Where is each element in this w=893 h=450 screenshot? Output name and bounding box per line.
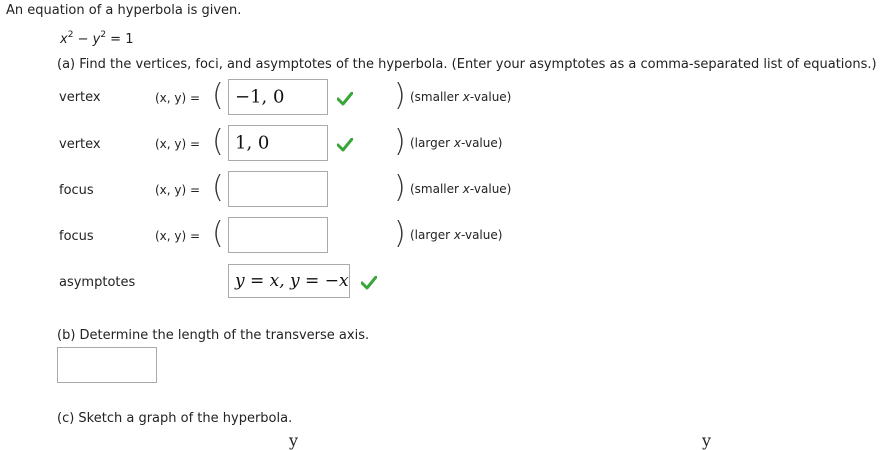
right-paren-2: ) (394, 124, 406, 159)
graph-1-y-label: y (289, 431, 299, 450)
row-note-4: (larger x-value) (410, 228, 503, 242)
eq-y: y (92, 32, 101, 47)
eq-x: x (60, 32, 68, 47)
focus-2-input[interactable] (228, 217, 328, 253)
check-icon (337, 138, 353, 152)
vertex-1-value: −1, 0 (235, 86, 285, 108)
intro-text: An equation of a hyperbola is given. (6, 3, 242, 18)
part-c-prompt: (c) Sketch a graph of the hyperbola. (57, 411, 293, 426)
eq-exp-1: 2 (67, 30, 74, 40)
part-a-prompt: (a) Find the vertices, foci, and asymptotes of the hyperbola. (Enter your asymptotes as a comma-separated list of equations.) (57, 57, 877, 72)
graph-2-y-label: y (702, 431, 712, 450)
left-paren-1: ( (212, 78, 224, 113)
right-paren-4: ) (394, 216, 406, 251)
row-label-focus-2: focus (59, 229, 94, 244)
row-note-3: (smaller x-value) (410, 182, 512, 196)
eq-rest: = 1 (106, 32, 134, 47)
row-label-focus-1: focus (59, 183, 94, 198)
eq-exp-2: 2 (100, 30, 107, 40)
left-paren-4: ( (212, 216, 224, 251)
coord-label-2: (x, y) = (155, 137, 201, 151)
row-note-2: (larger x-value) (410, 136, 503, 150)
left-paren-2: ( (212, 124, 224, 159)
equation (60, 30, 133, 47)
vertex-2-input[interactable] (228, 125, 328, 161)
coord-label-4: (x, y) = (155, 229, 201, 243)
row-note-1: (smaller x-value) (410, 90, 512, 104)
left-paren-3: ( (212, 170, 224, 205)
check-icon (337, 92, 353, 106)
coord-label-1: (x, y) = (155, 91, 201, 105)
asymptotes-value: y = x, y = −x (235, 271, 349, 291)
row-label-vertex-2: vertex (59, 137, 101, 152)
check-icon (361, 276, 377, 290)
focus-1-input[interactable] (228, 171, 328, 207)
part-b-prompt: (b) Determine the length of the transverse axis. (57, 328, 370, 343)
eq-minus: − (73, 32, 93, 47)
right-paren-1: ) (394, 78, 406, 113)
asymptotes-input[interactable] (228, 264, 350, 298)
coord-label-3: (x, y) = (155, 183, 201, 197)
vertex-2-value: 1, 0 (235, 132, 270, 154)
row-label-vertex-1: vertex (59, 90, 101, 105)
vertex-1-input[interactable] (228, 79, 328, 115)
asymptotes-label: asymptotes (59, 275, 136, 290)
right-paren-3: ) (394, 170, 406, 205)
transverse-axis-input[interactable] (57, 347, 157, 383)
